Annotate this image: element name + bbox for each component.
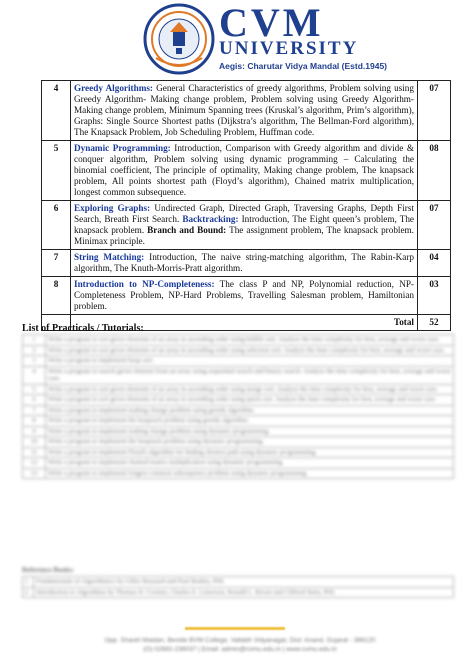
brand-block <box>219 0 388 71</box>
table-row <box>23 426 454 437</box>
item-number: 11 <box>23 447 46 458</box>
item-number: 10 <box>23 437 46 448</box>
unit-text: Undirected Graph, Directed Graph, Traversing Graphs, Depth First Search, Breath First Search. <box>74 203 414 224</box>
item-number: 5 <box>23 384 46 395</box>
brand-main: CVM <box>219 0 324 45</box>
item-text: Write a program to sort given elements of an array in ascending order using selection sort. Analyze the time complexity for best, average and worst case. <box>46 345 454 356</box>
unit-hours: 07 <box>418 81 451 141</box>
unit-subtopic: Backtracking: <box>182 214 239 224</box>
item-text: Write a program to implement chained matrix multiplication using dynamic programming. <box>46 458 454 469</box>
unit-text: Introduction, The naive string-matching algorithm, The Rabin-Karp algorithm, The Knuth-Morris-Pratt algorithm. <box>74 252 414 273</box>
item-text: Write a program to implement heap sort. <box>46 356 454 367</box>
item-number: 1 <box>23 577 34 588</box>
unit-number: 6 <box>42 201 71 250</box>
table-row <box>23 458 454 469</box>
item-text: Write a program to sort given elements of an array in ascending order using merge sort. Analyze the time complexity for best, average and worst case. <box>46 384 454 395</box>
item-text: Write a program to implement longest common subsequence problem using dynamic programming. <box>46 468 454 479</box>
unit-topic: Exploring Graphs: <box>74 203 151 213</box>
unit-text: The assignment problem, The knapsack problem. Minimax principle. <box>74 225 414 246</box>
table-row <box>23 384 454 395</box>
table-row <box>42 141 451 201</box>
item-number: 7 <box>23 405 46 416</box>
unit-text: General Characteristics of greedy algorithms, Problem solving using Greedy Algorithm- Making change problem, Problem solving using Greedy Algorithm- Making change problem, Minimum Spanning trees (Kruskal’s algorithm, Prim’s algorithm), Graphs: Single Source Shortest paths (Dijkstra’s algorithm, The Bellman-Ford algorithm), The Knapsack Problem, Job Scheduling Problem, Huffman code. <box>74 83 414 137</box>
practicals-heading: List of Practicals / Tutorials: <box>22 323 144 334</box>
table-row <box>23 356 454 367</box>
item-number: 4 <box>23 366 46 384</box>
item-text: Introduction to Algorithms by Thomas H. Cormen, Charles E. Leiserson, Ronald L. Rivest and Clifford Stein, PHI. <box>34 587 454 598</box>
table-row <box>42 250 451 277</box>
item-text: Write a program to implement the knapsack problem using greedy algorithm. <box>46 416 454 427</box>
unit-number: 7 <box>42 250 71 277</box>
unit-text: Introduction, Comparison with Greedy algorithm and divide & conquer algorithm, Problem solving using dynamic programming – Calculating the binomial coefficient, The principle of optimality, Making change problem, The knapsack problem, All points shortest path (Floyd’s algorithm), Chained matrix multiplication, longest common subsequence. <box>74 143 414 197</box>
table-row <box>23 447 454 458</box>
table-row <box>23 587 454 598</box>
item-number: 8 <box>23 416 46 427</box>
table-row <box>23 395 454 406</box>
unit-content <box>71 81 418 141</box>
page-header <box>0 0 474 78</box>
total-label: Total <box>71 315 418 331</box>
footer-address: Opp. Shastri Maidan, Beside BVM College, Vallabh Vidyanagar, Dist: Anand, Gujarat - 388120 <box>104 637 376 644</box>
item-number: 9 <box>23 426 46 437</box>
item-text: Write a program to implement making change problem using dynamic programming. <box>46 426 454 437</box>
table-row <box>42 81 451 141</box>
unit-topic: Dynamic Programming: <box>74 143 171 153</box>
university-logo-icon <box>140 2 218 76</box>
item-text: Write a program to search given element from an array using sequential search and binary search. Analyze the time complexity for best, average and worst case. <box>46 366 454 384</box>
references-heading: Reference Books: <box>22 566 75 574</box>
brand-aegis: Aegis: Charutar Vidya Mandal (Estd.1945) <box>219 61 388 71</box>
table-row <box>23 577 454 588</box>
unit-hours: 07 <box>418 201 451 250</box>
unit-hours: 03 <box>418 277 451 315</box>
page-footer <box>60 636 420 654</box>
unit-hours: 08 <box>418 141 451 201</box>
table-row <box>42 201 451 250</box>
item-number: 1 <box>23 335 46 346</box>
brand-sub: UNIVERSITY <box>219 38 359 59</box>
footer-contact: (O) 02692-236037 | Email: admin@cvmu.edu.in | www.cvmu.edu.in <box>143 646 337 653</box>
unit-hours: 04 <box>418 250 451 277</box>
unit-content <box>71 141 418 201</box>
footer-accent-line <box>185 627 285 630</box>
references-blurred-region <box>22 566 454 598</box>
table-row <box>23 416 454 427</box>
item-number: 3 <box>23 356 46 367</box>
item-text: Write a program to sort given elements of an array in ascending order using bubble sort. Analyze the time complexity for best, average and worst case. <box>46 335 454 346</box>
table-row <box>23 345 454 356</box>
item-text: Write a program to implement the knapsack problem using dynamic programming. <box>46 437 454 448</box>
unit-topic: String Matching: <box>74 252 145 262</box>
unit-text: Introduction, The Eight queen’s problem, The knapsack problem. <box>74 214 414 235</box>
unit-topic: Greedy Algorithms: <box>74 83 153 93</box>
item-text: Write a program to sort given elements of an array in ascending order using quick sort. Analyze the time complexity for best, average and worst case. <box>46 395 454 406</box>
total-value: 52 <box>418 315 451 331</box>
table-row <box>23 405 454 416</box>
references-table <box>22 576 454 598</box>
syllabus-table <box>41 80 451 331</box>
table-row <box>23 335 454 346</box>
item-text: Write a program to implement making change problem using greedy algorithm. <box>46 405 454 416</box>
item-number: 12 <box>23 458 46 469</box>
item-text: Write a program to implement Floyd's algorithm for finding shortest path using dynamic programming. <box>46 447 454 458</box>
item-number: 6 <box>23 395 46 406</box>
table-row <box>23 366 454 384</box>
unit-content <box>71 250 418 277</box>
item-number: 2 <box>23 587 34 598</box>
table-row <box>42 277 451 315</box>
unit-number: 8 <box>42 277 71 315</box>
practicals-table <box>22 334 454 479</box>
table-row <box>23 437 454 448</box>
unit-number: 4 <box>42 81 71 141</box>
unit-subtopic: Branch and Bound: <box>147 225 227 235</box>
practicals-blurred-region <box>22 334 454 479</box>
unit-content <box>71 277 418 315</box>
item-text: Fundamentals of Algorithmics by Gilles Brassard and Paul Bratley, PHI. <box>34 577 454 588</box>
table-row <box>23 468 454 479</box>
unit-topic: Introduction to NP-Completeness: <box>74 279 215 289</box>
unit-text: The class P and NP, Polynomial reduction, NP-Completeness Problem, NP-Hard Problems, Travelling Salesman problem, Hamiltonian problem. <box>74 279 414 311</box>
unit-number: 5 <box>42 141 71 201</box>
unit-content <box>71 201 418 250</box>
item-number: 13 <box>23 468 46 479</box>
item-number: 2 <box>23 345 46 356</box>
